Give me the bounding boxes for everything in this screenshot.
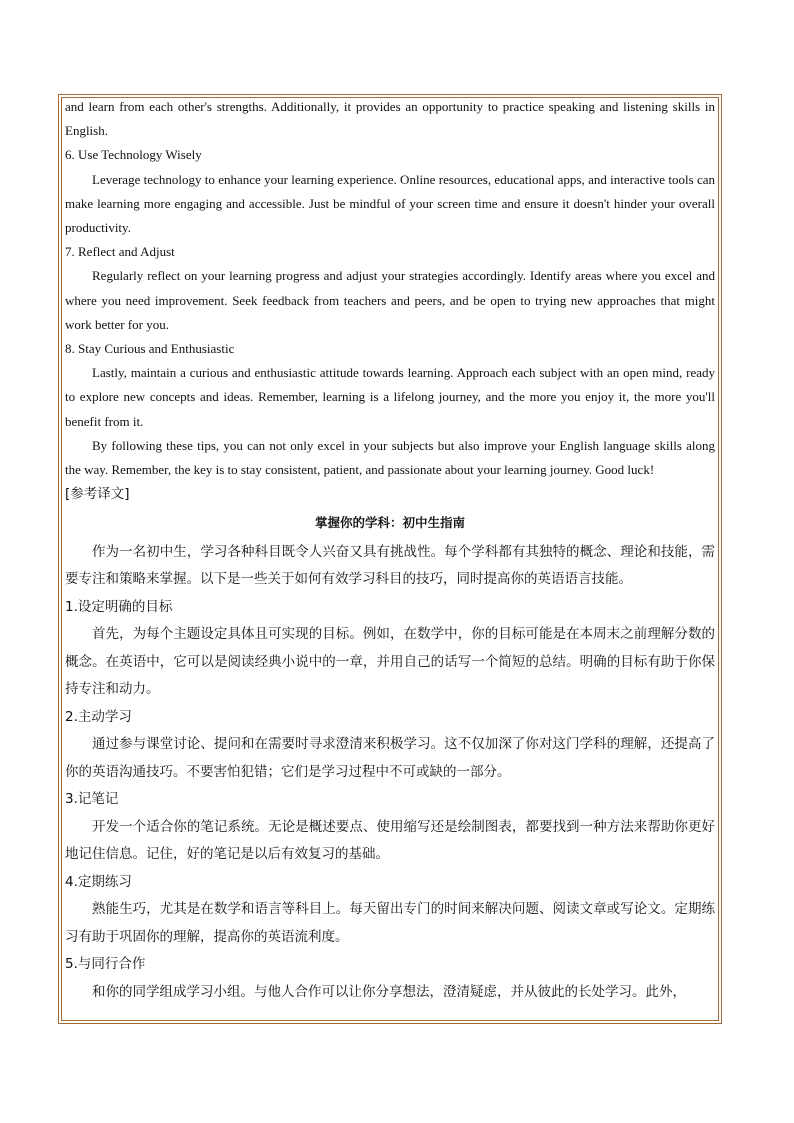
section-heading: 8. Stay Curious and Enthusiastic — [65, 341, 235, 357]
translation-text: 开发一个适合你的笔记系统。无论是概述要点、使用缩写还是绘制图表，都要找到一种方法来帮助你更好地记住信息。记住，好的笔记是以后有效复习的基础。 — [65, 818, 715, 863]
translation-text: 熟能生巧，尤其是在数学和语言等科目上。每天留出专门的时间来解决问题、阅读文章或写论文。定期练习有助于巩固你的理解，提高你的英语流利度。 — [65, 901, 715, 945]
translation-heading: 4.定期练习 — [65, 873, 132, 890]
english-passage — [65, 95, 715, 482]
paragraph-continuation: and learn from each other's strengths. Additionally, it provides an opportunity to practice speaking and listening skills in English. — [65, 99, 715, 139]
reference-label: [参考译文] — [65, 486, 130, 503]
section-text: Leverage technology to enhance your learning experience. Online resources, educational apps, and interactive tools can make learning more engaging and accessible. Just be mindful of your screen time and ensure it doesn't hinder your overall productivity. — [65, 171, 715, 236]
section-text: Regularly reflect on your learning progress and adjust your strategies accordingly. Identify areas where you excel and where you need improvement. Seek feedback from teachers and peers, and be open to trying new approaches that might work better for you. — [65, 268, 715, 332]
document-body — [65, 95, 715, 1006]
translation-text: 通过参与课堂讨论、提问和在需要时寻求澄清来积极学习。这不仅加深了你对这门学科的理解，还提高了你的英语沟通技巧。不要害怕犯错；它们是学习过程中不可或缺的一部分。 — [65, 736, 715, 780]
translation-heading: 2.主动学习 — [65, 708, 132, 725]
translation-heading: 5.与同行合作 — [65, 956, 146, 973]
section-heading: 6. Use Technology Wisely — [65, 147, 202, 163]
translation-title: 掌握你的学科：初中生指南 — [314, 514, 465, 530]
conclusion-text: By following these tips, you can not only excel in your subjects but also improve your English language skills along the way. Remember, the key is to stay consistent, patient, and passionate about your learning journey. Good luck! — [65, 437, 715, 478]
translation-heading: 1.设定明确的目标 — [65, 598, 173, 615]
translation-text: 和你的同学组成学习小组。与他人合作可以让你分享想法，澄清疑虑，并从彼此的长处学习。此外， — [92, 983, 686, 1000]
section-text: Lastly, maintain a curious and enthusiastic attitude towards learning. Approach each subject with an open mind, ready to explore new concepts and ideas. Remember, learning is a lifelong journey, and the more you enjoy it, the more you'll benefit from it. — [65, 365, 715, 429]
chinese-translation — [65, 509, 715, 1007]
translation-heading: 3.记笔记 — [65, 791, 119, 808]
translation-text: 首先，为每个主题设定具体且可实现的目标。例如，在数学中，你的目标可能是在本周末之前理解分数的概念。在英语中，它可以是阅读经典小说中的一章，并用自己的话写一个简短的总结。明确的目标有助于你保持专注和动力。 — [65, 626, 715, 698]
section-heading: 7. Reflect and Adjust — [65, 244, 175, 260]
translation-intro: 作为一名初中生，学习各种科目既令人兴奋又具有挑战性。每个学科都有其独特的概念、理论和技能，需要专注和策略来掌握。以下是一些关于如何有效学习科目的技巧，同时提高你的英语语言技能。 — [65, 543, 715, 588]
